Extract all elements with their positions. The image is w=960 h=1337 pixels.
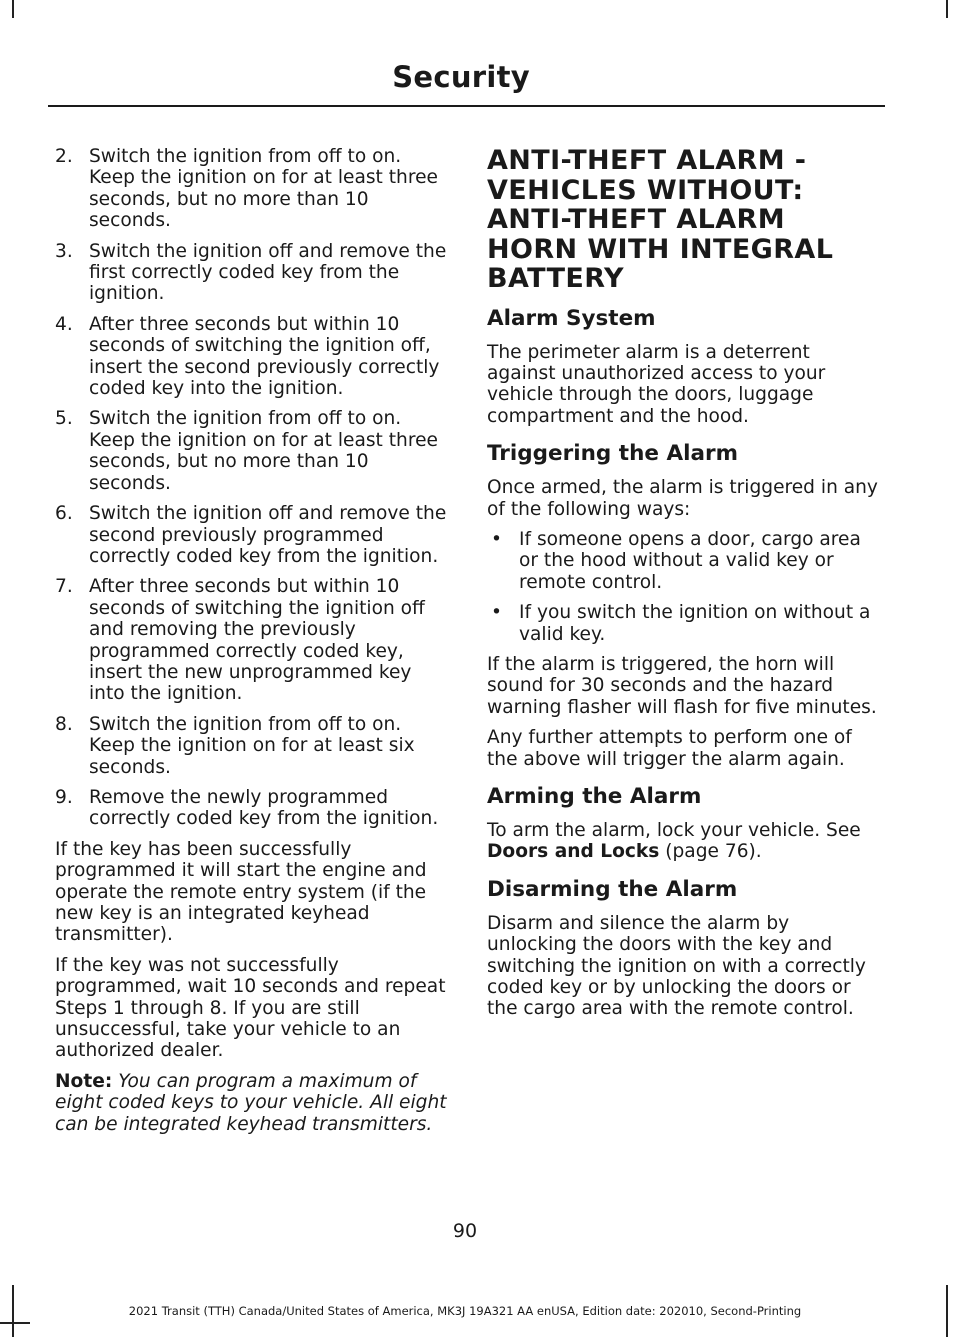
crop-mark-bottom-left-horizontal [0,1322,30,1324]
disarming-text: Disarm and silence the alarm by unlocking the doors with the key and switching the ignition on with a correctly coded key or by unlocking the doors or the cargo area with the remote control. [487,912,866,1020]
further-attempts-text: Any further attempts to perform one of the above will trigger the alarm again. [487,727,852,770]
footer-edition-info: 2021 Transit (TTH) Canada/United States of America, MK3J 19A321 AA enUSA, Edition date: 202010, Second-Printing [128,1304,802,1318]
step-number: 3. [55,240,73,262]
bullet: • [491,528,502,550]
step-item [55,146,448,232]
arming-text-lead: To arm the alarm, lock your vehicle. See [487,820,861,841]
success-paragraph: If the key has been successfully programmed it will start the engine and operate the remote entry system (if the new key is an integrated keyhead transmitter). [55,838,427,946]
arming-text [487,820,880,863]
crop-mark-top-left-vertical [12,0,14,18]
alarm-system-text: The perimeter alarm is a deterrent against unauthorized access to your vehicle through the doors, luggage compartment and the hood. [487,341,826,427]
failure-paragraph: If the key was not successfully programmed, wait 10 seconds and repeat Steps 1 through 8. If you are still unsuccessful, take your vehicle to an authorized dealer. [55,954,446,1062]
list-item-text: If you switch the ignition on without a valid key. [519,602,871,645]
arming-page-ref: (page 76). [659,841,762,863]
left-column [55,146,448,1144]
doors-and-locks-link[interactable]: Doors and Locks [487,841,660,863]
triggered-text: If the alarm is triggered, the horn will sound for 30 seconds and the hazard warning flasher will flash for five minutes. [487,653,877,718]
right-column [487,146,880,1029]
step-item [55,576,448,704]
header-divider [48,105,885,107]
step-number: 6. [55,503,73,525]
step-text: Switch the ignition from off to on. Keep the ignition on for at least three seconds, but no more than 10 seconds. [89,408,438,494]
note-text: You can program a maximum of eight coded keys to your vehicle. All eight can be integrated keyhead transmitters. [55,1070,447,1135]
step-text: Switch the ignition off and remove the second previously programmed correctly coded key from the ignition. [89,503,447,567]
step-number: 4. [55,313,73,335]
step-item [55,314,448,400]
step-text: Switch the ignition from off to on. Keep the ignition on for at least three seconds, but no more than 10 seconds. [89,146,438,232]
step-number: 7. [55,576,73,598]
list-item-text: If someone opens a door, cargo area or the hood without a valid key or remote control. [519,528,861,593]
step-item [55,714,448,778]
step-text: After three seconds but within 10 seconds of switching the ignition off, insert the second previously correctly coded key into the ignition. [89,313,440,400]
triggering-heading: Triggering the Alarm [487,441,738,467]
step-number: 8. [55,713,73,735]
list-item [487,529,880,593]
step-number: 5. [55,408,73,430]
step-text: After three seconds but within 10 seconds of switching the ignition off and removing the previously programmed correctly coded key, insert the new unprogrammed key into the ignition. [89,576,425,705]
step-item [55,787,448,830]
note-label: Note: [55,1070,113,1092]
section-title: ANTI-THEFT ALARM - VEHICLES WITHOUT: ANTI-THEFT ALARM HORN WITH INTEGRAL BATTERY [487,145,834,294]
arming-heading: Arming the Alarm [487,784,702,809]
triggering-intro: Once armed, the alarm is triggered in any of the following ways: [487,477,878,520]
step-item [55,503,448,567]
list-item [487,602,880,645]
crop-mark-bottom-right-vertical [946,1285,948,1337]
note [55,1071,448,1135]
disarming-heading: Disarming the Alarm [487,876,738,902]
step-number: 9. [55,786,73,808]
step-number: 2. [55,146,73,167]
bullet: • [491,602,502,624]
crop-mark-top-right-vertical [946,0,948,18]
step-text: Remove the newly programmed correctly coded key from the ignition. [89,786,439,830]
page-number: 90 [452,1220,478,1242]
step-text: Switch the ignition off and remove the first correctly coded key from the ignition. [89,240,447,305]
page-title: Security [392,60,530,94]
step-item [55,408,448,494]
alarm-system-heading: Alarm System [487,305,656,331]
step-item [55,241,448,305]
programming-steps-list [55,146,448,830]
step-text: Switch the ignition from off to on. Keep the ignition on for at least six seconds. [89,713,415,778]
trigger-conditions-list [487,529,880,645]
